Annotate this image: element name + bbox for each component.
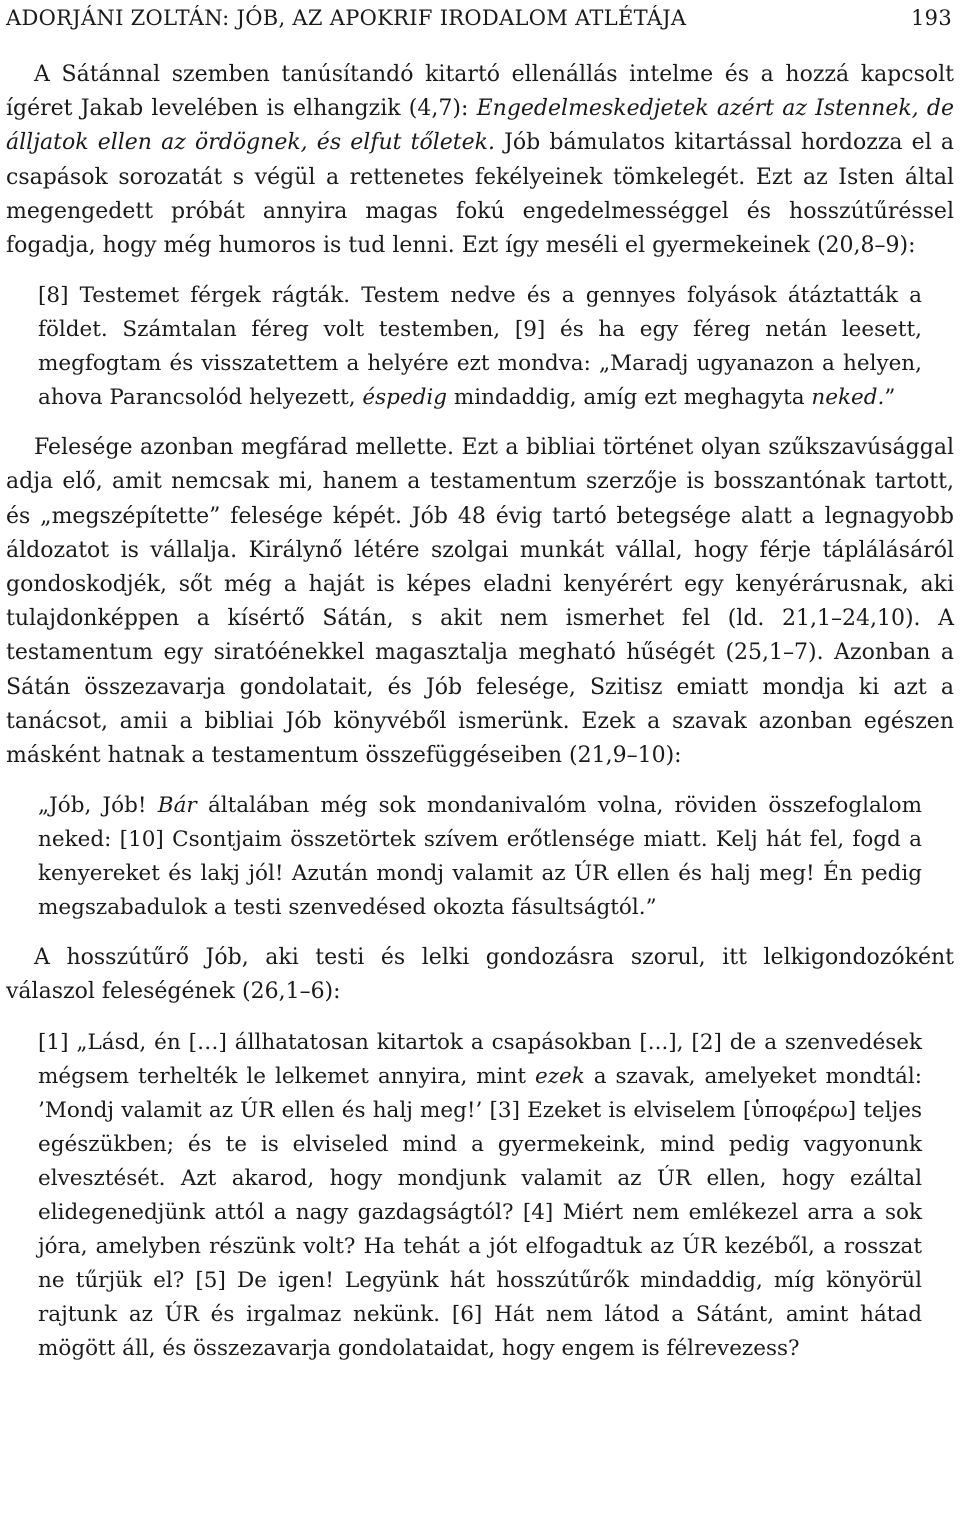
page-header: [6, 0, 952, 36]
q2-text-c: általában még sok mondanivalóm volna, röviden összefoglalom neked: [10] Csontjaim összetörtek szívem erőtlensége miatt. Kelj hát fel, fogd a kenyereket és lakj jól! Azután mondj valamit az ÚR ellen és halj meg! Én pedig megszabadulok a testi szenvedésed okozta fásultságtól.”: [38, 793, 923, 921]
q1-text-e: ”: [884, 385, 896, 411]
p1-text-a: A Sátánnal szemben tanúsítandó kitartó ellenállás intelme és a hozzá kapcsolt ígéret Jakab levelében is elhangzik (4,7):: [6, 62, 954, 122]
q1-text-a: [8] Testemet férgek rágták. Testem nedve és a gennyes folyások átáztatták a földet. Számtalan féreg volt testemben, [9] és ha egy féreg netán leesett, megfogtam és visszatettem a helyére ezt mondva: „Maradj ugyanazon a helyen, ahova Parancsolód helyezett,: [38, 283, 922, 411]
page-body: [6, 58, 954, 1382]
block-quote-1: [38, 279, 922, 415]
q3-italic-b: ezek: [534, 1063, 585, 1089]
q2-italic-b: Bár: [157, 793, 197, 819]
p1-quote-italic: Engedelmeskedjetek azért az Istennek, de álljatok ellen az ördögnek, és elfut tőletek.: [6, 96, 955, 156]
q3-text-c: a szavak, amelyeket mondtál: ’Mondj valamit az ÚR ellen és halj meg!’ [3] Ezeket is elviselem [ὑποφέρω] teljes egészükben; és te is elviseled mind a gyermekeink, mind pedig vagyonunk elvesztését. Azt akarod, hogy mondjunk valamit az ÚR ellen, hogy ezáltal elidegenedjünk attól a nagy gazdagságtól? [4] Miért nem emlékezel arra a sok jóra, amelyben részünk volt? Ha tehát a jót elfogadtuk az ÚR kezéből, a rosszat ne tűrjük el? [5] De igen! Legyünk hát hosszútűrők mindaddig, míg könyörül rajtunk az ÚR és irgalmaz nekünk. [6] Hát nem látod a Sátánt, amint hátad mögött áll, és összezavarja gondolataidat, hogy engem is félrevezess?: [38, 1063, 922, 1361]
q2-text-a: „Jób, Jób!: [38, 793, 158, 819]
page-number: 193: [911, 6, 952, 30]
paragraph-2: Felesége azonban megfárad mellette. Ezt a bibliai történet olyan szűkszavúsággal adja elő, amit nemcsak mi, hanem a testamentum szerzője is bosszantónak tartott, és „megszépítette” felesége képét. Jób 48 évig tartó betegsége alatt a legnagyobb áldozatot is vállalja. Királynő létére szolgai munkát vállal, hogy férje táplálásáról gondoskodjék, sőt még a haját is képes eladni kenyérért egy kenyérárusnak, aki tulajdonképpen a kísértő Sátán, s akit nem ismerhet fel (ld. 21,1–24,10). A testamentum egy siratóénekkel magasztalja megható hűségét (25,1–7). Azonban a Sátán összezavarja gondolatait, és Jób felesége, Szitisz emiatt mondja ki azt a tanácsot, amii a bibliai Jób könyvéből ismerünk. Ezek a szavak azonban egészen másként hatnak a testamentum összefüggéseiben (21,9–10):: [6, 435, 954, 769]
quote-1-text: [38, 279, 922, 415]
q3-text-a: [1] „Lásd, én […] állhatatosan kitartok a csapásokban [...], [2] de a szenvedések mégsem terhelték le lelkemet annyira, mint: [38, 1029, 922, 1089]
q1-italic-b: éspedig: [362, 385, 448, 411]
p1-text-c: Jób bámulatos kitartással hordozza el a csapások sorozatát s végül a rettenetes fekélyeinek tömkelegét. Ezt az Isten által megengedett próbát annyira magas fokú engedelmességgel és hosszútűréssel fogadja, hogy még humoros is tud lenni. Ezt így meséli el gyermekeinek (20,8–9):: [6, 130, 954, 259]
q1-text-c: mindaddig, amíg ezt meghagyta: [447, 385, 812, 411]
running-title: ADORJÁNI ZOLTÁN: JÓB, AZ APOKRIF IRODALOM ATLÉTÁJA: [6, 6, 687, 30]
block-quote-3: [38, 1026, 922, 1366]
q1-italic-d: neked.: [811, 385, 885, 411]
block-quote-2: [38, 789, 922, 925]
paragraph-3: A hosszútűrő Jób, aki testi és lelki gondozásra szorul, itt lelkigondozóként válaszol feleségének (26,1–6):: [6, 945, 954, 1005]
quote-3-text: [38, 1026, 922, 1366]
quote-2-text: [38, 789, 922, 925]
paragraph-1: [6, 58, 954, 263]
